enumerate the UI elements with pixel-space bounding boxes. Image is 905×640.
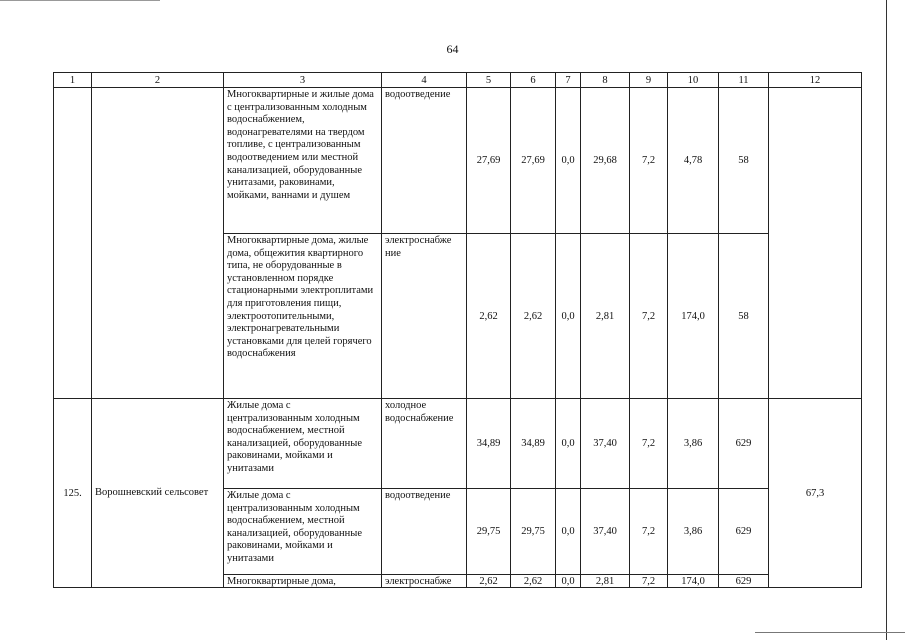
header-cell: 2	[92, 73, 224, 88]
page-number: 64	[446, 42, 459, 56]
utility-service: водоотведение	[382, 489, 467, 575]
value-col7: 0,0	[556, 489, 581, 575]
value-col10: 3,86	[668, 399, 719, 489]
empty-cell	[54, 88, 92, 399]
value-col10: 174,0	[668, 234, 719, 399]
header-cell: 11	[719, 73, 769, 88]
value-col8: 37,40	[581, 489, 630, 575]
empty-cell	[92, 88, 224, 399]
header-cell: 3	[224, 73, 382, 88]
column-number-header	[54, 73, 862, 88]
value-col10: 3,86	[668, 489, 719, 575]
value-col11: 629	[719, 399, 769, 489]
value-col6: 34,89	[511, 399, 556, 489]
empty-cell	[769, 88, 862, 399]
value-col6: 29,75	[511, 489, 556, 575]
value-col10: 4,78	[668, 88, 719, 234]
value-col11: 629	[719, 489, 769, 575]
utility-service: электроснабже	[382, 575, 467, 588]
value-col6: 2,62	[511, 575, 556, 588]
header-cell: 7	[556, 73, 581, 88]
value-col5: 2,62	[467, 234, 511, 399]
scan-artifact-bottom-line	[755, 632, 905, 633]
header-cell: 10	[668, 73, 719, 88]
value-col8: 2,81	[581, 575, 630, 588]
value-col9: 7,2	[630, 489, 668, 575]
value-col11: 629	[719, 575, 769, 588]
value-col7: 0,0	[556, 399, 581, 489]
header-cell: 8	[581, 73, 630, 88]
settlement-name: Ворошневский сельсовет	[92, 399, 224, 588]
value-col9: 7,2	[630, 399, 668, 489]
housing-description: Жилые дома с централизованным холодным водоснабжением, местной канализацией, оборудованные раковинами, мойками и унитазами	[224, 489, 382, 575]
housing-description: Многоквартирные и жилые дома с централизованным холодным водоснабжением, водонагревателями на твердом топливе, с централизованным водоотведением или местной канализацией, оборудованные унитазами, раковинами, мойками, ваннами и душем	[224, 88, 382, 234]
row-number: 125.	[54, 399, 92, 588]
value-col11: 58	[719, 234, 769, 399]
value-col6: 27,69	[511, 88, 556, 234]
housing-description: Жилые дома с централизованным холодным водоснабжением, местной канализацией, оборудованные раковинами, мойками и унитазами	[224, 399, 382, 489]
value-col8: 29,68	[581, 88, 630, 234]
tariff-table	[53, 72, 862, 588]
value-col6: 2,62	[511, 234, 556, 399]
value-col5: 27,69	[467, 88, 511, 234]
header-cell: 4	[382, 73, 467, 88]
value-col9: 7,2	[630, 88, 668, 234]
scan-artifact-top-line	[0, 0, 160, 1]
header-cell: 6	[511, 73, 556, 88]
value-col9: 7,2	[630, 234, 668, 399]
utility-service: водоотведение	[382, 88, 467, 234]
header-cell: 9	[630, 73, 668, 88]
value-col7: 0,0	[556, 575, 581, 588]
utility-service: электроснабже ние	[382, 234, 467, 399]
utility-service: холодное водоснабжение	[382, 399, 467, 489]
header-cell: 1	[54, 73, 92, 88]
value-col9: 7,2	[630, 575, 668, 588]
table-row	[54, 88, 862, 234]
scan-artifact-right-border	[886, 0, 887, 640]
header-cell: 5	[467, 73, 511, 88]
value-col10: 174,0	[668, 575, 719, 588]
value-col5: 34,89	[467, 399, 511, 489]
value-col12: 67,3	[769, 399, 862, 588]
value-col7: 0,0	[556, 234, 581, 399]
header-cell: 12	[769, 73, 862, 88]
housing-description: Многоквартирные дома,	[224, 575, 382, 588]
value-col5: 29,75	[467, 489, 511, 575]
value-col8: 37,40	[581, 399, 630, 489]
housing-description: Многоквартирные дома, жилые дома, общежития квартирного типа, не оборудованные в установленном порядке стационарными электроплитами для приготовления пищи, электроотопительными, электронагревательными установками для целей горячего водоснабжения	[224, 234, 382, 399]
value-col8: 2,81	[581, 234, 630, 399]
value-col5: 2,62	[467, 575, 511, 588]
value-col7: 0,0	[556, 88, 581, 234]
value-col11: 58	[719, 88, 769, 234]
table-row	[54, 399, 862, 489]
